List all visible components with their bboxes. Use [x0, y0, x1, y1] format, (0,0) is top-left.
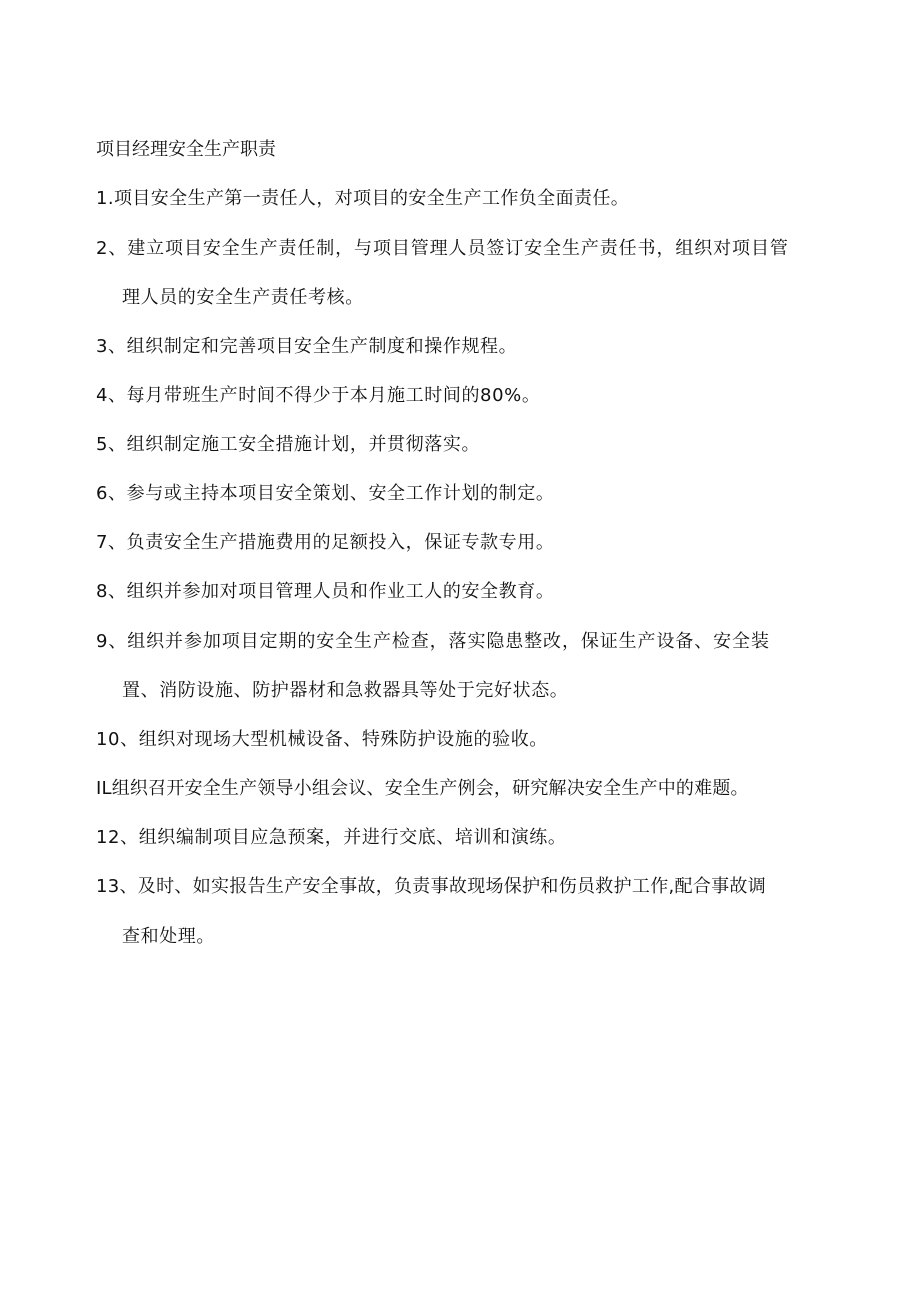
duty-item-1: 1.项目安全生产第一责任人，对项目的安全生产工作负全面责任。 — [96, 188, 630, 209]
duty-item-13-continued: 查和处理。 — [122, 926, 215, 947]
duty-item-7: 7、负责安全生产措施费用的足额投入，保证专款专用。 — [96, 532, 555, 553]
duty-item-12: 12、组织编制项目应急预案，并进行交底、培训和演练。 — [96, 827, 567, 848]
duty-item-6: 6、参与或主持本项目安全策划、安全工作计划的制定。 — [96, 483, 555, 504]
duty-item-9: 9、组织并参加项目定期的安全生产检查，落实隐患整改，保证生产设备、安全装 — [96, 631, 770, 652]
duty-item-4: 4、每月带班生产时间不得少于本月施工时间的80%。 — [96, 385, 541, 406]
duty-item-9-continued: 置、消防设施、防护器材和急救器具等处于完好状态。 — [122, 680, 569, 701]
duty-item-10: 10、组织对现场大型机械设备、特殊防护设施的验收。 — [96, 729, 548, 750]
duty-item-8: 8、组织并参加对项目管理人员和作业工人的安全教育。 — [96, 581, 555, 602]
duty-item-2: 2、建立项目安全生产责任制，与项目管理人员签订安全生产责任书，组织对项目管 — [96, 238, 789, 259]
duty-item-13: 13、及时、如实报告生产安全事故，负责事故现场保护和伤员救护工作,配合事故调 — [96, 876, 767, 897]
duty-item-11: IL组织召开安全生产领导小组会议、安全生产例会，研究解决安全生产中的难题。 — [96, 778, 749, 799]
duty-item-3: 3、组织制定和完善项目安全生产制度和操作规程。 — [96, 336, 518, 357]
document-title: 项目经理安全生产职责 — [96, 139, 276, 160]
duty-item-5: 5、组织制定施工安全措施计划，并贯彻落实。 — [96, 434, 481, 455]
duty-item-2-continued: 理人员的安全生产责任考核。 — [122, 287, 364, 308]
